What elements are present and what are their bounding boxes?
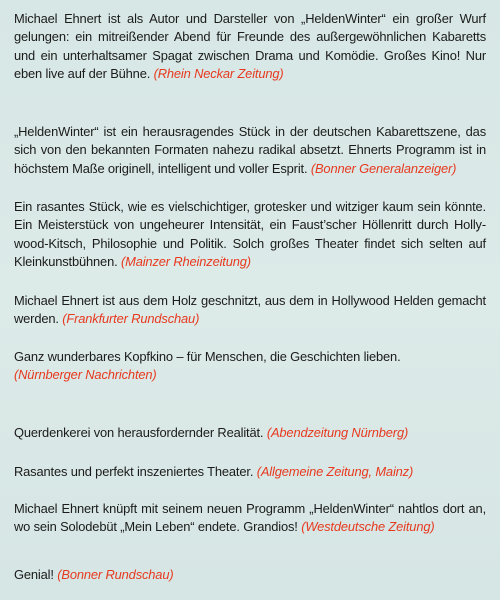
review-westdeutsche-zeitung — [14, 500, 486, 537]
review-nuernberger-nachrichten — [14, 348, 486, 385]
review-rhein-neckar — [14, 10, 486, 84]
review-frankfurter-rundschau — [14, 292, 486, 329]
review-source: (Nürnberger Nachrichten) — [14, 367, 157, 383]
review-source: (Abendzeitung Nürnberg) — [266, 425, 409, 440]
review-bonner-generalanzeiger — [14, 123, 486, 178]
review-source: (Mainzer Rheinzeitung) — [120, 254, 251, 270]
review-text: Michael Ehnert knüpft mit seinem neuen Programm „HeldenWinter“ nahtlos dort an, wo sein Solodebüt „Mein Leben“ endete. Grandios! — [14, 501, 486, 535]
review-text: Michael Ehnert ist aus dem Holz geschnitzt, aus dem in Hollywood Helden gemacht werden. — [14, 293, 486, 327]
review-bonner-rundschau — [14, 566, 486, 584]
review-text: Genial! — [14, 567, 54, 582]
review-text: Rasantes und perfekt inszeniertes Theater. — [14, 464, 254, 479]
review-source: (Bonner Rundschau) — [57, 567, 174, 582]
review-text: Ein rasantes Stück, wie es vielschichtiger, grotesker und witziger kaum sein könnte. Ein Meisterstück von ungeheurer Intensität, ein Faust’scher Höllenritt durch Holly-wood-Kitsch, Philosophie und Politik. Solch großes Theater findet sich selten auf Kleinkunstbühnen. — [14, 199, 486, 270]
review-source: (Allgemeine Zeitung, Mainz) — [256, 464, 414, 479]
review-abendzeitung-nuernberg — [14, 424, 486, 442]
review-text: „HeldenWinter“ ist ein herausragendes Stück in der deutschen Kabarettszene, das sich von den bekannten Formaten nahezu radikal absetzt. Ehnerts Programm ist in höchstem Maße originell, intelligent und voller Esprit. — [14, 124, 486, 176]
review-source: (Rhein Neckar Zeitung) — [153, 66, 284, 82]
review-mainzer-rheinzeitung — [14, 198, 486, 272]
review-allgemeine-zeitung — [14, 463, 486, 481]
review-text: Ganz wunderbares Kopfkino – für Menschen, die Geschichten lieben. — [14, 349, 401, 364]
review-source: (Westdeutsche Zeitung) — [301, 519, 435, 535]
review-source: (Frankfurter Rundschau) — [62, 311, 200, 327]
review-text: Querdenkerei von herausfordernder Realität. — [14, 425, 264, 440]
review-source: (Bonner Generalanzeiger) — [310, 160, 457, 176]
review-text: Michael Ehnert ist als Autor und Darsteller von „HeldenWinter“ ein großer Wurf gelungen: ein mitreißender Abend für Freunde des außergewöhnlichen Kabaretts und ein unterhaltsamer Spagat zwischen Drama und Komödie. Großes Kino! Nur eben live auf der Bühne. — [14, 11, 486, 82]
